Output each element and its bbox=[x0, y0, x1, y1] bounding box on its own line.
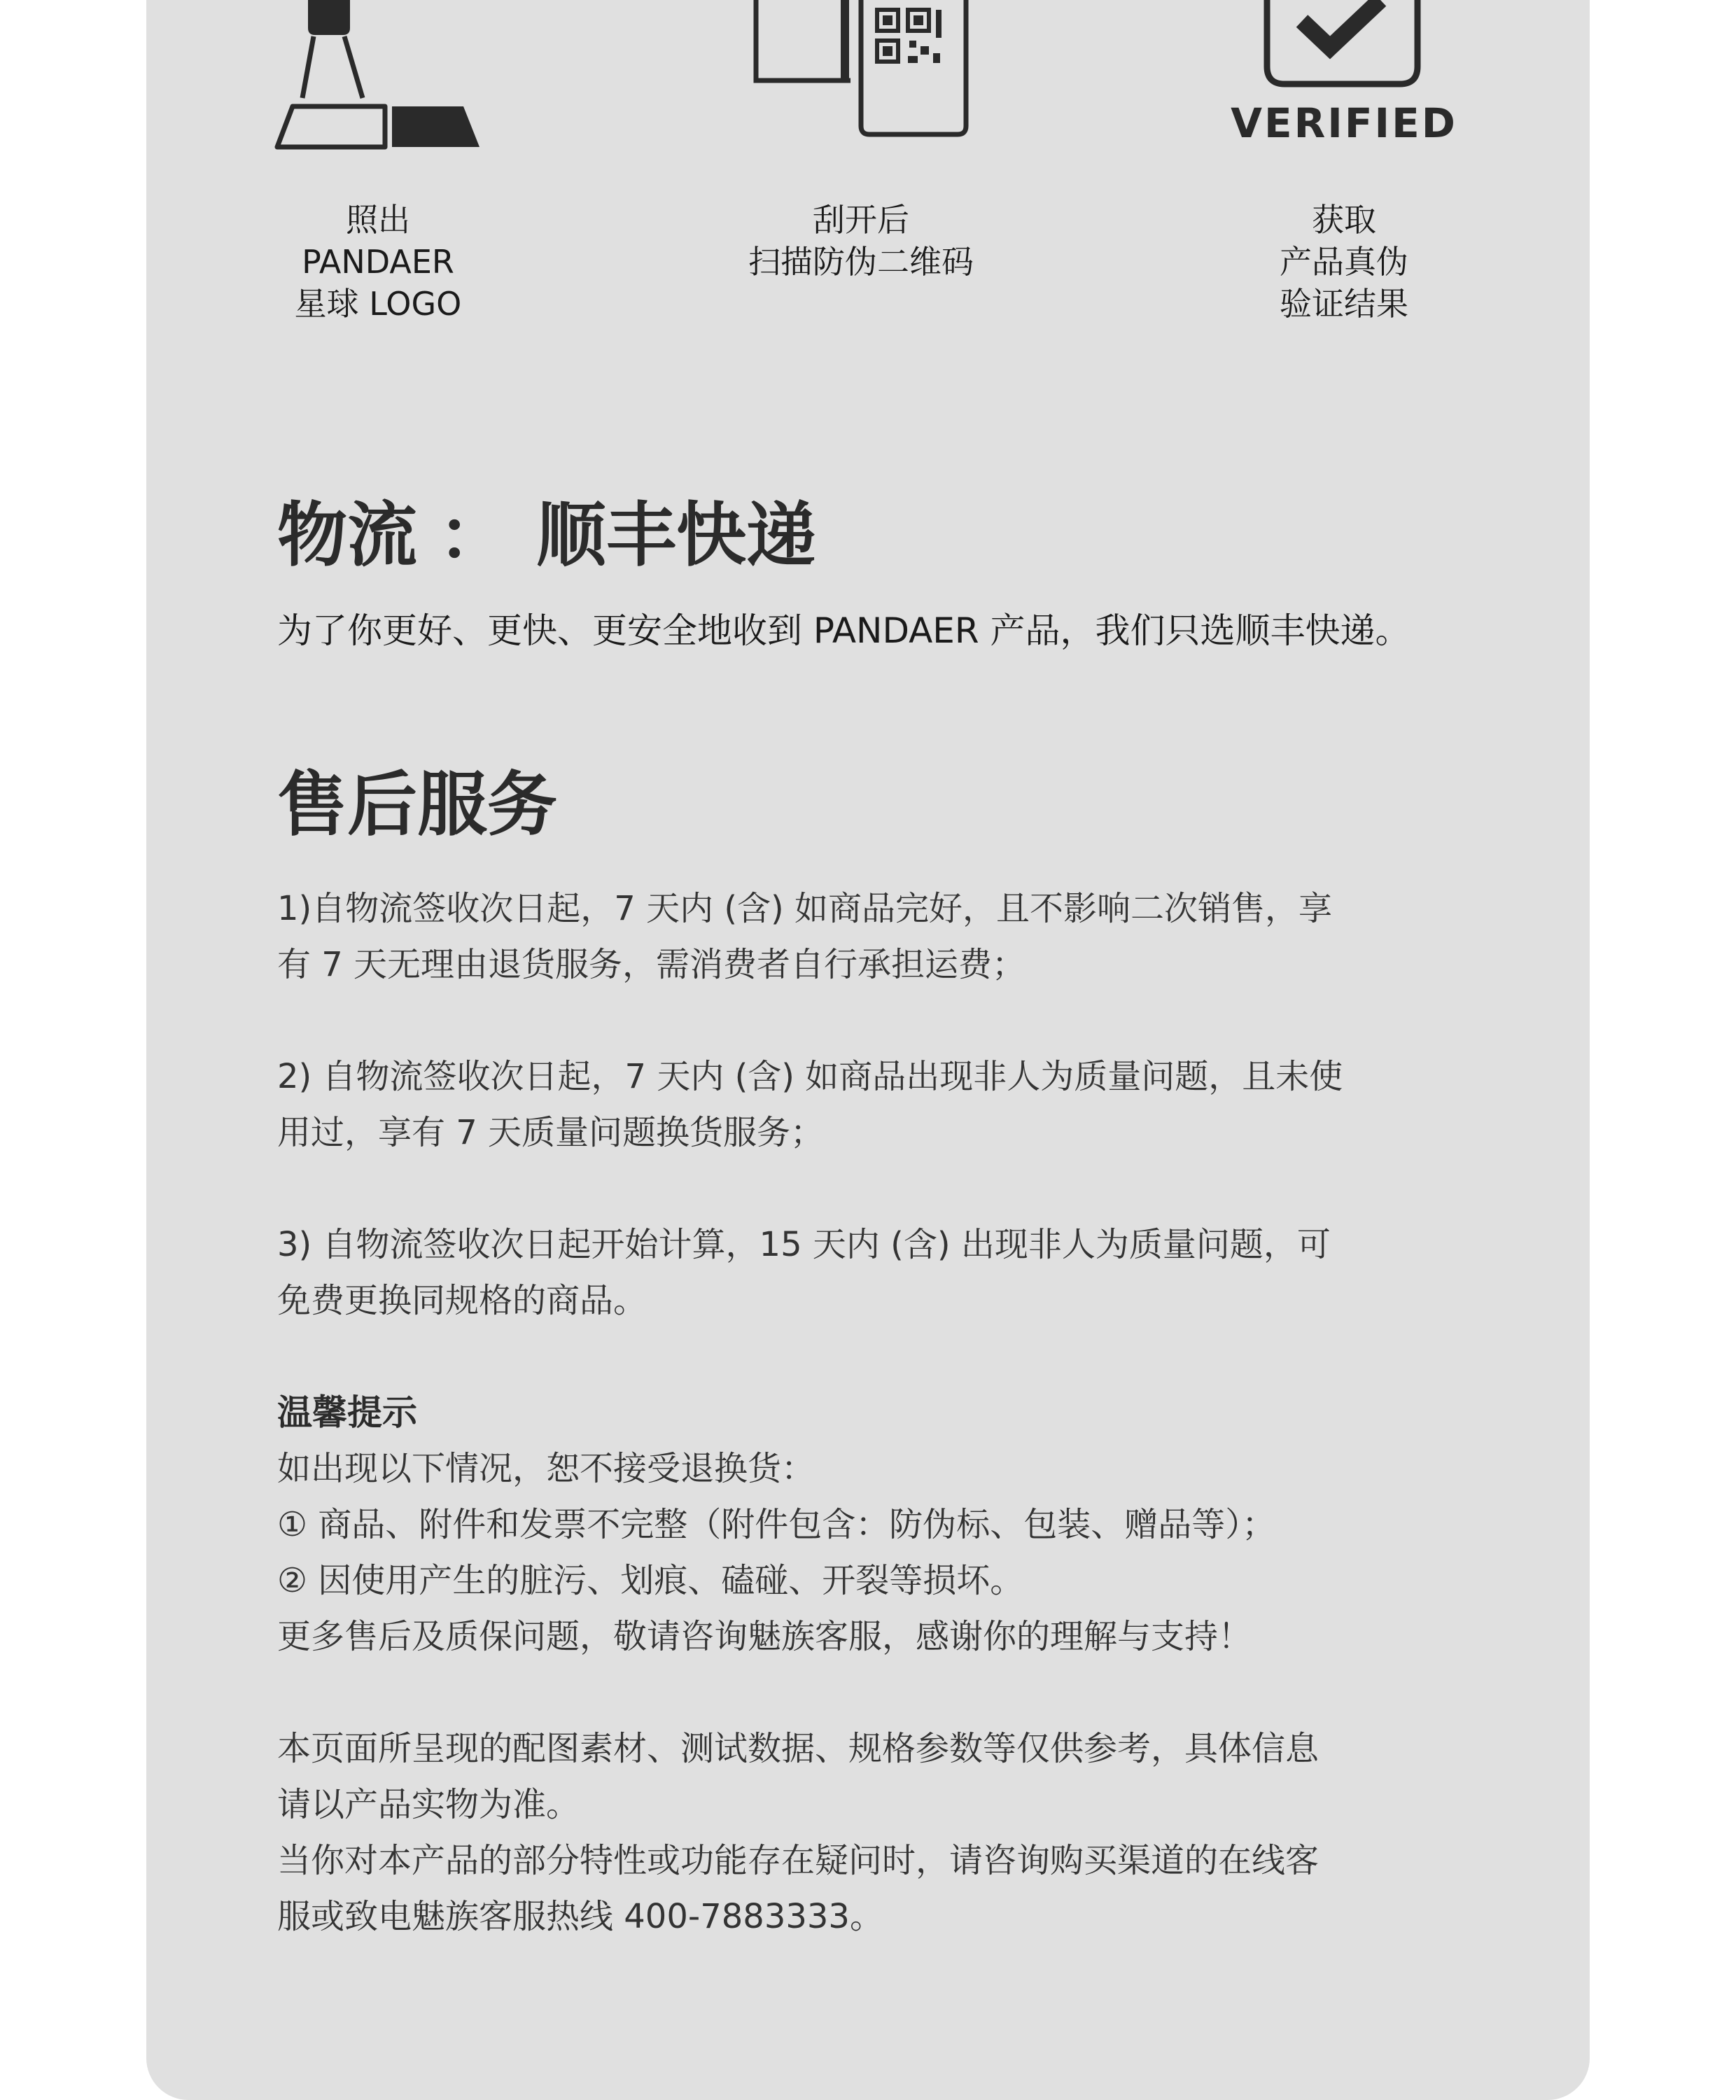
policy-item-2 bbox=[277, 1049, 1467, 1161]
note-line-4: 服或致电魅族客服热线 400-7883333。 bbox=[277, 1897, 883, 1936]
policy-item-2-line-1: 2) 自物流签收次日起，7 天内 (含) 如商品出现非人为质量问题，且未使 bbox=[277, 1057, 1343, 1096]
logistics-colon: ： bbox=[438, 494, 508, 576]
step-3-line-1: 获取 bbox=[1312, 201, 1376, 239]
qr-code-scan-icon bbox=[752, 0, 969, 140]
step-1-line-2: PANDAER bbox=[302, 243, 454, 281]
step-1-caption bbox=[238, 199, 518, 325]
step-3-caption bbox=[1204, 199, 1484, 325]
note-line-3: 当你对本产品的部分特性或功能存在疑问时，请咨询购买渠道的在线客 bbox=[277, 1841, 1320, 1880]
note-line-1: 本页面所呈现的配图素材、测试数据、规格参数等仅供参考，具体信息 bbox=[277, 1729, 1320, 1768]
policy-item-2-line-2: 用过，享有 7 天质量问题换货服务； bbox=[277, 1113, 825, 1152]
logistics-description: 为了你更好、更快、更安全地收到 PANDAER 产品，我们只选顺丰快递。 bbox=[277, 610, 1410, 651]
step-1-line-3: 星球 LOGO bbox=[294, 285, 462, 323]
policy-item-1-line-2: 有 7 天无理由退货服务，需消费者自行承担运费； bbox=[277, 945, 1026, 984]
verified-check-icon bbox=[1225, 0, 1463, 147]
verification-steps bbox=[0, 0, 1736, 336]
policy-item-3 bbox=[277, 1217, 1467, 1329]
step-2-caption bbox=[721, 199, 1001, 283]
tips-title: 温馨提示 bbox=[277, 1392, 417, 1433]
step-2-line-2: 扫描防伪二维码 bbox=[748, 243, 974, 281]
disclaimer-notes bbox=[277, 1721, 1467, 1945]
note-line-2: 请以产品实物为准。 bbox=[277, 1785, 580, 1824]
step-1-line-1: 照出 bbox=[346, 201, 410, 239]
verified-badge-text: VERIFIED bbox=[1231, 99, 1457, 147]
tips-list bbox=[277, 1441, 1467, 1665]
tips-line-4: 更多售后及质保问题，敬请咨询魅族客服，感谢你的理解与支持！ bbox=[277, 1617, 1252, 1656]
policy-item-3-line-1: 3) 自物流签收次日起开始计算，15 天内 (含) 出现非人为质量问题，可 bbox=[277, 1225, 1331, 1264]
policy-item-1 bbox=[277, 881, 1467, 993]
policy-item-1-line-1: 1)自物流签收次日起，7 天内 (含) 如商品完好，且不影响二次销售，享 bbox=[277, 889, 1333, 928]
logistics-label: 物流 bbox=[277, 494, 417, 576]
after-sales-heading: 售后服务 bbox=[277, 764, 557, 846]
logistics-heading bbox=[277, 490, 816, 581]
tips-line-1: 如出现以下情况，恕不接受退换货： bbox=[277, 1449, 816, 1488]
policy-item-3-line-2: 免费更换同规格的商品。 bbox=[277, 1281, 648, 1320]
step-2-line-1: 刮开后 bbox=[813, 201, 909, 239]
step-3-line-3: 验证结果 bbox=[1280, 285, 1408, 323]
tips-line-2: ① 商品、附件和发票不完整（附件包含：防伪标、包装、赠品等）； bbox=[277, 1505, 1276, 1544]
tips-line-3: ② 因使用产生的脏污、划痕、磕碰、开裂等损坏。 bbox=[277, 1561, 1024, 1600]
flashlight-icon bbox=[273, 0, 490, 154]
logistics-carrier: 顺丰快递 bbox=[536, 494, 816, 576]
step-3-line-2: 产品真伪 bbox=[1280, 243, 1408, 281]
